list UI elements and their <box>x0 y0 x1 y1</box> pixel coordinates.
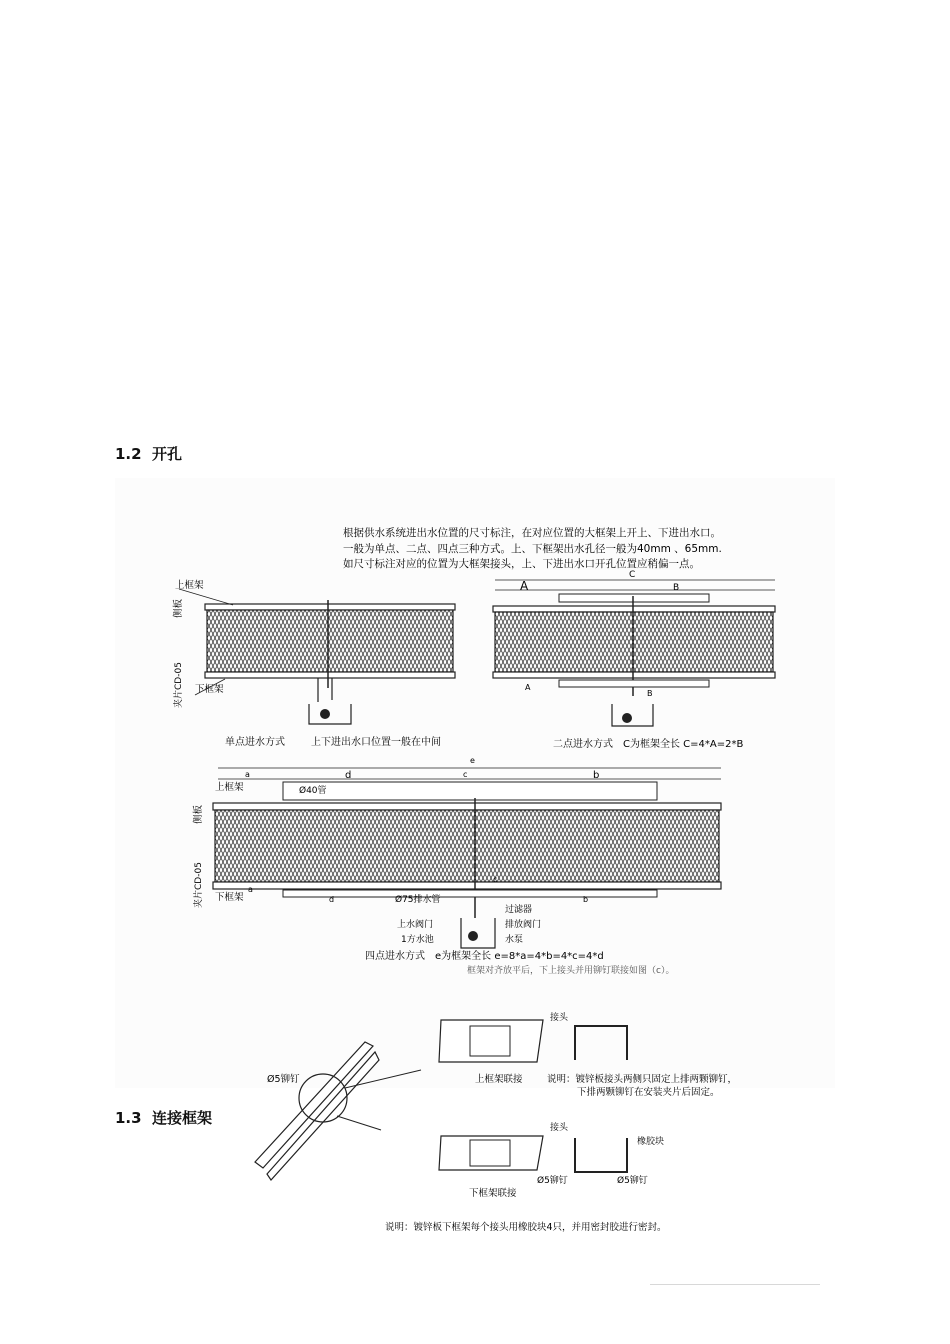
label-top-frame-4: 上框架 <box>215 782 244 793</box>
pump-icon-4 <box>468 931 478 941</box>
pump-label: 水泵 <box>505 935 524 945</box>
footer-divider <box>650 1284 820 1285</box>
rubber-label: 橡胶块 <box>637 1137 665 1147</box>
rivet-label-b1: Ø5铆钉 <box>537 1176 568 1186</box>
dim-d-bottom: d <box>329 895 335 904</box>
section-title: 连接框架 <box>152 1109 213 1127</box>
dim-C: C <box>629 570 636 580</box>
pipe-40-label: Ø40管 <box>299 786 327 796</box>
top-joint-caption: 上框架联接 <box>475 1074 523 1085</box>
dim-A: A <box>520 579 529 593</box>
dim-a-bottom: a <box>248 885 253 894</box>
section-title: 开孔 <box>152 445 183 463</box>
label-top-frame: 上框架 <box>175 580 204 591</box>
dim-c-bottom: c <box>493 875 498 884</box>
bottom-joint-caption: 下框架联接 <box>469 1188 517 1199</box>
filter-label: 过滤器 <box>505 905 533 915</box>
cut-off-text: 框架对齐放平后，下上接头并用铆钉联接如图（c）。 <box>467 966 675 976</box>
dim-a-top: a <box>245 770 250 779</box>
inlet-diagram-figure <box>115 478 835 1088</box>
label-clip: 夹片CD-05 <box>174 662 184 708</box>
intro-line-3: 如尺寸标注对应的位置为大框架接头，上、下进出水口开孔位置应稍偏一点。 <box>343 558 700 570</box>
label-bottom-frame: 下框架 <box>195 684 224 695</box>
dim-b-bottom: b <box>583 895 589 904</box>
caption-four-point: 四点进水方式 e为框架全长 e=8*a=4*b=4*c=4*d <box>365 951 604 962</box>
label-side-plate: 侧板 <box>173 598 184 618</box>
rail-illustration <box>255 1042 421 1180</box>
caption-single-right: 上下进出水口位置一般在中间 <box>311 737 441 748</box>
section-number: 1.2 <box>115 445 142 463</box>
bottom-joint-label: 接头 <box>550 1123 569 1133</box>
section-heading-1-2 <box>115 443 182 464</box>
dim-c-top: c <box>463 770 468 779</box>
dim-a: A <box>525 683 531 692</box>
note1-line2: 下排两颗铆钉在安装夹片后固定。 <box>577 1087 720 1098</box>
intro-line-2: 一般为单点、二点、四点三种方式。上、下框架出水孔径一般为40mm 、65mm. <box>343 543 722 555</box>
dim-d-top: d <box>345 770 352 781</box>
dim-b: B <box>647 689 653 698</box>
intro-line-1: 根据供水系统进出水位置的尺寸标注，在对应位置的大框架上开上、下进出水口。 <box>343 527 721 539</box>
caption-single-left: 单点进水方式 <box>225 737 285 748</box>
top-joint <box>439 1011 737 1098</box>
label-clip-4: 夹片CD-05 <box>194 862 204 908</box>
rivet-label-b2: Ø5铆钉 <box>617 1176 648 1186</box>
drain-valve-label: 排放阀门 <box>505 920 542 930</box>
dim-B: B <box>673 583 680 593</box>
pipe-75-label: Ø75排水管 <box>395 895 441 905</box>
note1-line1: 说明：镀锌板接头两侧只固定上排两颗铆钉， <box>547 1074 738 1085</box>
inlet-valve-label: 上水阀门 <box>397 920 434 930</box>
dim-b-top: b <box>593 770 600 781</box>
section-number: 1.3 <box>115 1109 142 1127</box>
caption-two-point: 二点进水方式 C为框架全长 C=4*A=2*B <box>553 739 744 750</box>
pump-icon-2 <box>622 713 632 723</box>
rivet-label-left: Ø5铆钉 <box>267 1074 300 1085</box>
label-bottom-frame-4: 下框架 <box>215 892 244 903</box>
bottom-joint <box>439 1121 664 1199</box>
frame-joint-figure <box>225 1000 835 1280</box>
section-heading-1-3 <box>115 1107 212 1128</box>
pool-label: 1方水池 <box>401 935 434 945</box>
label-side-plate-4: 侧板 <box>193 804 204 824</box>
note2: 说明：镀锌板下框架每个接头用橡胶块4只，并用密封胶进行密封。 <box>385 1222 667 1233</box>
pump-icon <box>320 709 330 719</box>
top-joint-label: 接头 <box>550 1013 569 1023</box>
dim-e: e <box>470 756 475 765</box>
